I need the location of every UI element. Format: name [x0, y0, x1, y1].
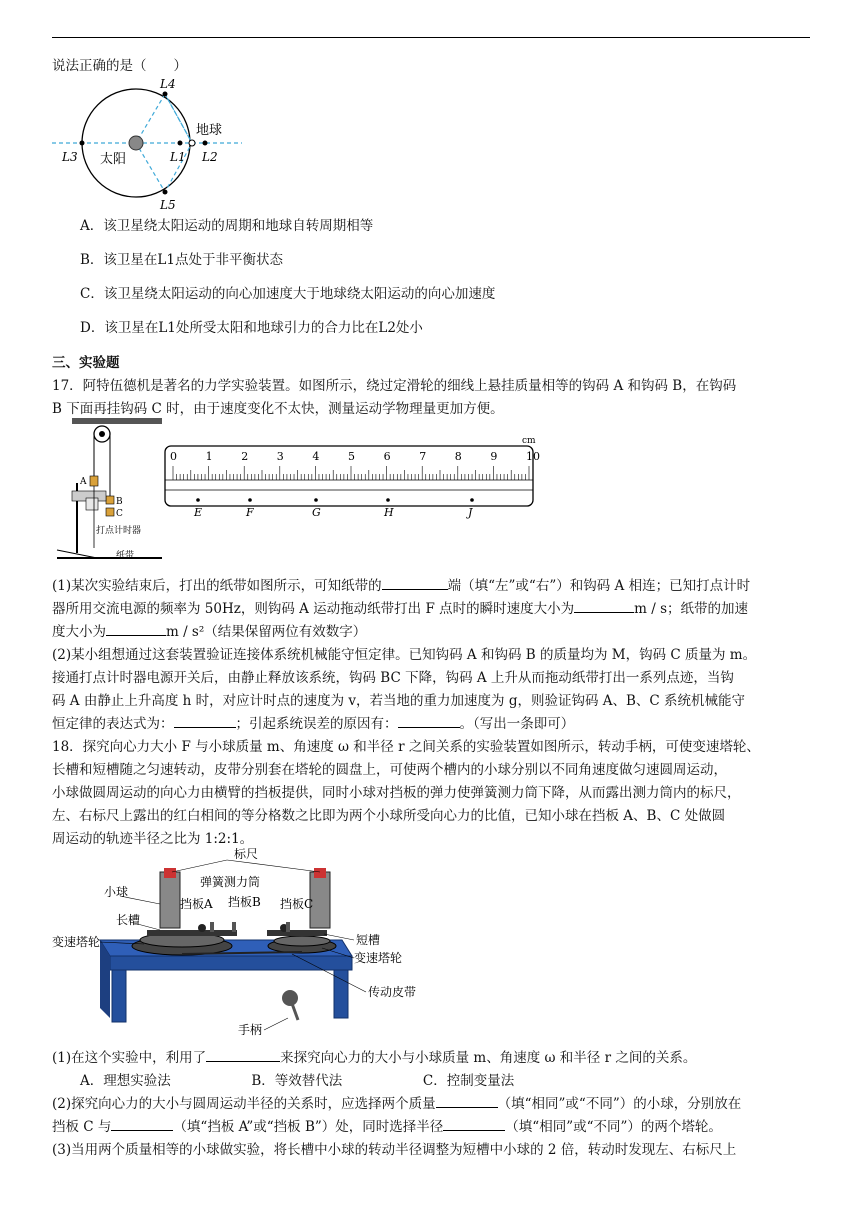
svg-text:短槽: 短槽: [356, 933, 381, 947]
svg-text:小球: 小球: [104, 885, 129, 899]
svg-text:打点计时器: 打点计时器: [96, 526, 142, 536]
timer-icon: [86, 498, 98, 510]
q17-p2-line4: 恒定律的表达式为： ；引起系统误差的原因有： 。（写出一条即可）: [52, 716, 575, 732]
tape-point-label: F: [246, 506, 254, 519]
label-sun: 太阳: [100, 152, 127, 167]
ruler-number: 8: [454, 450, 462, 463]
section-title: 三、实验题: [52, 355, 120, 371]
svg-text:标尺: 标尺: [234, 848, 259, 861]
ruler-number: 7: [419, 450, 427, 463]
label-l1: L1: [170, 150, 186, 164]
tape-point-label: J: [468, 506, 473, 519]
q18-stem-3: 小球做圆周运动的向心力由横臂的挡板提供，同时小球对挡板的弹力使弹簧测力筒下降，从而露出测力筒内的标尺，: [52, 785, 741, 801]
svg-text:挡板A: 挡板A: [180, 897, 213, 911]
ruler-number: 0: [170, 450, 177, 463]
svg-text:挡板B: 挡板B: [228, 895, 261, 909]
ruler-number: 2: [241, 450, 249, 463]
q18-p3: (3)当用两个质量相等的小球做实验，将长槽中小球的转动半径调整为短槽中小球的 2 倍，转动时发现左、右标尺上: [52, 1142, 737, 1158]
q17-p1-line2: 器所用交流电源的频率为 50Hz，则钩码 A 运动拖动纸带打出 F 点时的瞬时速度大小为 m / s；纸带的加速: [52, 601, 749, 617]
q18-p1-line1: (1)在这个实验中，利用了 来探究向心力的大小与小球质量 m、角速度 ω 和半径 r 之间的关系。: [52, 1050, 697, 1066]
tape-point-label: E: [194, 506, 203, 519]
l4-point: [163, 92, 168, 97]
q16-tail: 说法正确的是（ ）: [52, 58, 187, 74]
svg-text:手柄: 手柄: [238, 1023, 263, 1037]
q18-stem-2: 长槽和短槽随之匀速转动，皮带分别套在塔轮的圆盘上，可使两个槽内的小球分别以不同角速度做匀速圆周运动，: [52, 762, 727, 778]
tape-point: [248, 498, 252, 502]
svg-text:长槽: 长槽: [116, 913, 141, 927]
l5-point: [163, 190, 168, 195]
tape-point-label: G: [312, 506, 321, 519]
label-l5: L5: [160, 198, 176, 212]
svg-text:B: B: [116, 497, 123, 507]
q18-option-c[interactable]: C．控制变量法: [422, 1073, 515, 1089]
q17-stem-1: 17．阿特伍德机是著名的力学实验装置。如图所示，绕过定滑轮的细线上悬挂质量相等的钩码 A 和钩码 B，在钩码: [52, 378, 737, 394]
weight-b: [106, 496, 114, 504]
q16-option-d[interactable]: D．该卫星在L1处所受太阳和地球引力的合力比在L2处小: [80, 320, 423, 336]
tape-point: [196, 498, 200, 502]
ruler-number: 6: [383, 450, 391, 463]
q18-blank-2[interactable]: [436, 1095, 498, 1108]
q17-blank-4[interactable]: [174, 715, 236, 728]
atwood-apparatus-figure: [52, 418, 170, 566]
tape-point: [386, 498, 390, 502]
ruler-number: 9: [490, 450, 498, 463]
tape-point-label: H: [384, 506, 394, 519]
ruler-number: 1: [205, 450, 213, 463]
svg-text:纸带: 纸带: [116, 551, 135, 561]
q18-option-a[interactable]: A．理想实验法: [80, 1073, 171, 1089]
q18-option-b[interactable]: B．等效替代法: [251, 1073, 343, 1089]
q17-blank-2[interactable]: [574, 600, 634, 613]
svg-text:cm: cm: [522, 436, 536, 446]
svg-text:C: C: [116, 509, 123, 519]
ruler-number: 10: [526, 450, 540, 463]
q16-option-b[interactable]: B．该卫星在L1点处于非平衡状态: [80, 252, 283, 268]
centripetal-apparatus-figure: [52, 848, 422, 1042]
q18-blank-1[interactable]: [206, 1049, 280, 1062]
earth-icon: [189, 140, 195, 146]
ruler-number: 4: [312, 450, 320, 463]
q18-blank-3[interactable]: [111, 1118, 173, 1131]
tape-point: [314, 498, 318, 502]
ruler-number: 5: [348, 450, 355, 463]
label-l2: L2: [202, 150, 218, 164]
q18-p2-line2: 挡板 C 与 （填“挡板 A”或“挡板 B”）处，同时选择半径 （填“相同”或“不同”）的两个塔轮。: [52, 1119, 722, 1135]
label-l4: L4: [160, 77, 176, 91]
q18-stem-5: 周运动的轨迹半径之比为 1:2:1。: [52, 831, 254, 847]
q17-blank-5[interactable]: [398, 715, 460, 728]
q17-p1-line3: 度大小为 m / s²（结果保留两位有效数字）: [52, 624, 367, 640]
q17-stem-2: B 下面再挂钩码 C 时，由于速度变化不太快，测量运动学物理量更加方便。: [52, 401, 504, 417]
sun-icon: [129, 136, 143, 150]
q18-blank-4[interactable]: [443, 1118, 505, 1131]
q17-blank-1[interactable]: [382, 577, 448, 590]
q17-blank-3[interactable]: [106, 623, 166, 636]
q18-p1-options: [80, 1069, 514, 1089]
q17-p2-line1: (2)某小组想通过这套装置验证连接体系统机械能守恒定律。已知钩码 A 和钩码 B 的质量均为 M，钩码 C 质量为 m。: [52, 647, 757, 663]
ruler-tape-figure: [160, 432, 540, 524]
l3-point: [80, 141, 85, 146]
q17-p2-line2: 接通打点计时器电源开关后，由静止释放该系统，钩码 BC 下降，钩码 A 上升从而拖动纸带打出一系列点迹，当钩: [52, 670, 734, 686]
svg-text:A: A: [80, 477, 87, 487]
tape-point: [470, 498, 474, 502]
l1-point: [178, 141, 183, 146]
l2-point: [203, 141, 208, 146]
q17-p1-line1: (1)某次实验结束后，打出的纸带如图所示，可知纸带的 端（填“左”或“右”）和钩码 A 相连；已知打点计时: [52, 578, 751, 594]
svg-text:变速塔轮: 变速塔轮: [354, 951, 403, 965]
lagrange-orbit-figure: [52, 72, 242, 212]
header-rule: [52, 37, 810, 38]
label-l3: L3: [62, 150, 78, 164]
q16-option-a[interactable]: A．该卫星绕太阳运动的周期和地球自转周期相等: [80, 218, 374, 234]
ball-a-icon: [198, 924, 206, 932]
weight-a: [90, 476, 98, 486]
q17-p2-line3: 码 A 由静止上升高度 h 时，对应计时点的速度为 v，若当地的重力加速度为 g，则验证钩码 A、B、C 系统机械能守: [52, 693, 746, 709]
weight-c: [106, 508, 114, 516]
svg-text:弹簧测力筒: 弹簧测力筒: [200, 875, 261, 889]
q16-option-c[interactable]: C．该卫星绕太阳运动的向心加速度大于地球绕太阳运动的向心加速度: [80, 286, 496, 302]
svg-text:挡板C: 挡板C: [280, 897, 314, 911]
q18-stem-1: 18．探究向心力大小 F 与小球质量 m、角速度 ω 和半径 r 之间关系的实验装置如图所示，转动手柄，可使变速塔轮、: [52, 739, 760, 755]
q18-p2-line1: (2)探究向心力的大小与圆周运动半径的关系时，应选择两个质量 （填“相同”或“不同”）的小球，分别放在: [52, 1096, 742, 1112]
label-earth: 地球: [196, 123, 223, 138]
ruler-number: 3: [276, 450, 284, 463]
q18-stem-4: 左、右标尺上露出的红白相间的等分格数之比即为两个小球所受向心力的比值，已知小球在挡板 A、B、C 处做圆: [52, 808, 726, 824]
svg-text:传动皮带: 传动皮带: [368, 985, 417, 999]
svg-text:变速塔轮: 变速塔轮: [52, 935, 101, 949]
